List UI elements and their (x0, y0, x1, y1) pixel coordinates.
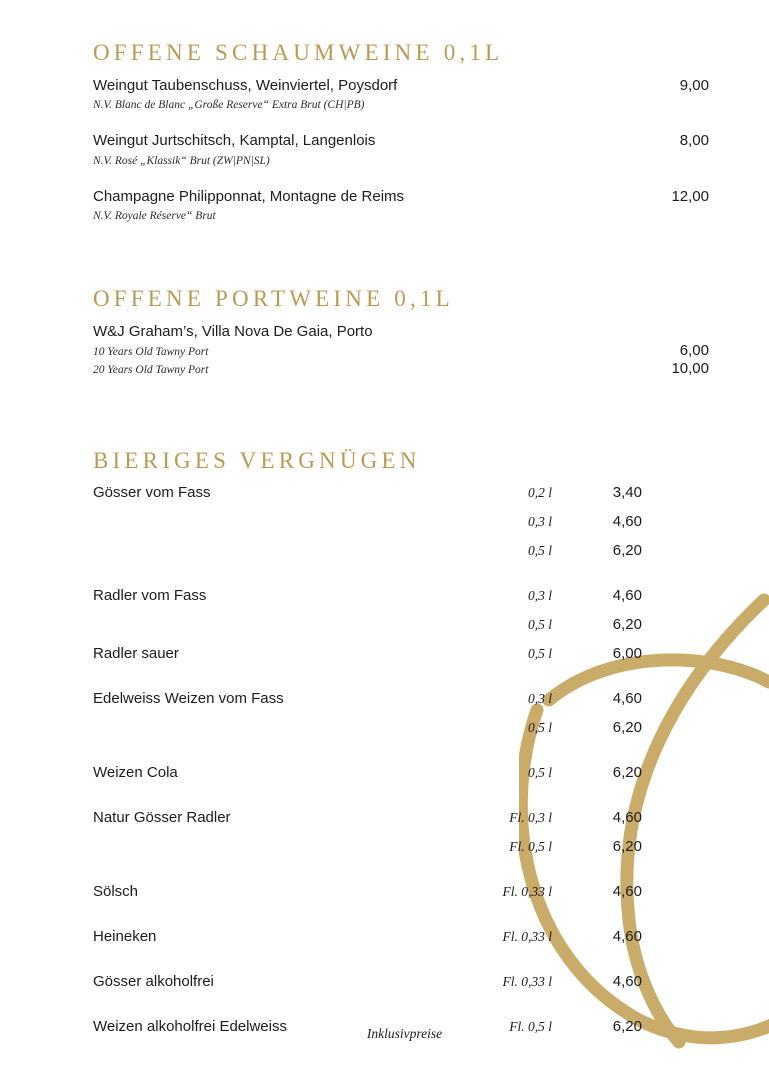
beer-price: 4,60 (612, 973, 642, 991)
beer-price: 6,00 (612, 645, 642, 663)
beer-size: 0,5 l (527, 617, 552, 633)
beer-size: 0,5 l (527, 720, 552, 736)
beer-name: Radler vom Fass (93, 587, 207, 605)
section-beer (93, 448, 709, 1047)
section-port-wines (93, 286, 709, 378)
beer-size: Fl. 0,33 l (502, 974, 552, 990)
beer-price: 6,20 (612, 542, 642, 560)
menu-entry (93, 76, 709, 113)
entry-price: 10,00 (671, 360, 709, 378)
footer-note: Inklusivpreise (366, 1026, 443, 1041)
beer-price: 4,60 (612, 928, 642, 946)
beer-row (93, 809, 709, 838)
entry-description: 10 Years Old Tawny Port (93, 346, 209, 359)
entry-description: N.V. Rosé „Klassik“ Brut (ZW|PN|SL) (93, 154, 270, 167)
beer-group (93, 973, 709, 1002)
section-title-beer: BIERIGES VERGNÜGEN (93, 448, 421, 474)
beer-price: 6,20 (612, 1018, 642, 1036)
entry-price: 6,00 (679, 342, 709, 360)
beer-group (93, 764, 709, 793)
entry-price: 12,00 (671, 187, 709, 205)
beer-size: Fl. 0,5 l (509, 839, 552, 855)
menu-entry (93, 187, 709, 224)
beer-name: Edelweiss Weizen vom Fass (93, 690, 284, 708)
section-title-sparkling: OFFENE SCHAUMWEINE 0,1L (93, 40, 504, 65)
entry-row (93, 322, 709, 342)
menu-entry (93, 131, 709, 168)
beer-row (93, 973, 709, 1002)
beer-name: Sölsch (93, 883, 139, 901)
beer-name: Weizen Cola (93, 764, 178, 782)
entry-description: 20 Years Old Tawny Port (93, 364, 209, 377)
beer-price: 4,60 (612, 513, 642, 531)
entry-price: 8,00 (679, 132, 709, 150)
entry-description: N.V. Royale Réserve“ Brut (93, 209, 216, 222)
section-sparkling-wines (93, 40, 709, 224)
beer-row (93, 513, 709, 542)
entry-description: N.V. Blanc de Blanc „Große Reserve“ Extra Brut (CH|PB) (93, 99, 365, 112)
beer-name: Weizen alkoholfrei Edelweiss (93, 1018, 287, 1036)
beer-price: 6,20 (612, 838, 642, 856)
entry-row (93, 187, 709, 207)
beer-price: 6,20 (612, 764, 642, 782)
menu-entry (93, 322, 709, 378)
beer-row (93, 764, 709, 793)
beer-size: Fl. 0,33 l (502, 884, 552, 900)
beer-size: Fl. 0,33 l (502, 929, 552, 945)
beer-row (93, 484, 709, 513)
beer-name: Gösser vom Fass (93, 484, 211, 502)
beer-price: 4,60 (612, 587, 642, 605)
beer-name: Gösser alkoholfrei (93, 973, 214, 991)
beer-size: 0,3 l (527, 514, 552, 530)
beer-row (93, 542, 709, 571)
beer-group (93, 809, 709, 867)
beer-price: 3,40 (612, 484, 642, 502)
beer-group (93, 883, 709, 912)
beer-price: 6,20 (612, 616, 642, 634)
beer-row (93, 719, 709, 748)
beer-group (93, 484, 709, 571)
entry-row (93, 76, 709, 96)
entry-price: 9,00 (679, 77, 709, 94)
beer-name: Natur Gösser Radler (93, 809, 231, 827)
beer-row (93, 690, 709, 719)
beer-group (93, 587, 709, 674)
beer-price: 4,60 (612, 809, 642, 827)
beer-name: Radler sauer (93, 645, 179, 663)
beer-size: 0,3 l (527, 691, 552, 707)
beer-name: Heineken (93, 928, 157, 946)
entry-name: W&J Graham’s, Villa Nova De Gaia, Porto (93, 323, 373, 341)
beer-size: 0,2 l (527, 485, 552, 501)
entry-subline (93, 360, 709, 378)
beer-price: 4,60 (612, 690, 642, 708)
beer-row (93, 928, 709, 957)
beer-row (93, 616, 709, 645)
entry-name: Weingut Jurtschitsch, Kamptal, Langenlois (93, 132, 376, 150)
beer-row (93, 587, 709, 616)
beer-group (93, 690, 709, 748)
beer-group (93, 928, 709, 957)
beer-size: 0,5 l (527, 765, 552, 781)
entry-row (93, 131, 709, 151)
beer-size: Fl. 0,5 l (509, 1019, 552, 1035)
beer-price: 4,60 (612, 883, 642, 901)
entry-name: Champagne Philipponnat, Montagne de Reims (93, 187, 405, 205)
entry-subline (93, 342, 709, 360)
section-title-port: OFFENE PORTWEINE 0,1L (93, 286, 454, 312)
beer-row (93, 645, 709, 674)
beer-size: 0,5 l (527, 543, 552, 559)
beer-price: 6,20 (612, 719, 642, 737)
beer-size: Fl. 0,3 l (509, 810, 552, 826)
entry-name: Weingut Taubenschuss, Weinviertel, Poysdorf (93, 77, 398, 94)
beer-row (93, 838, 709, 867)
beer-size: 0,5 l (527, 646, 552, 662)
beer-size: 0,3 l (527, 588, 552, 604)
beer-row (93, 883, 709, 912)
